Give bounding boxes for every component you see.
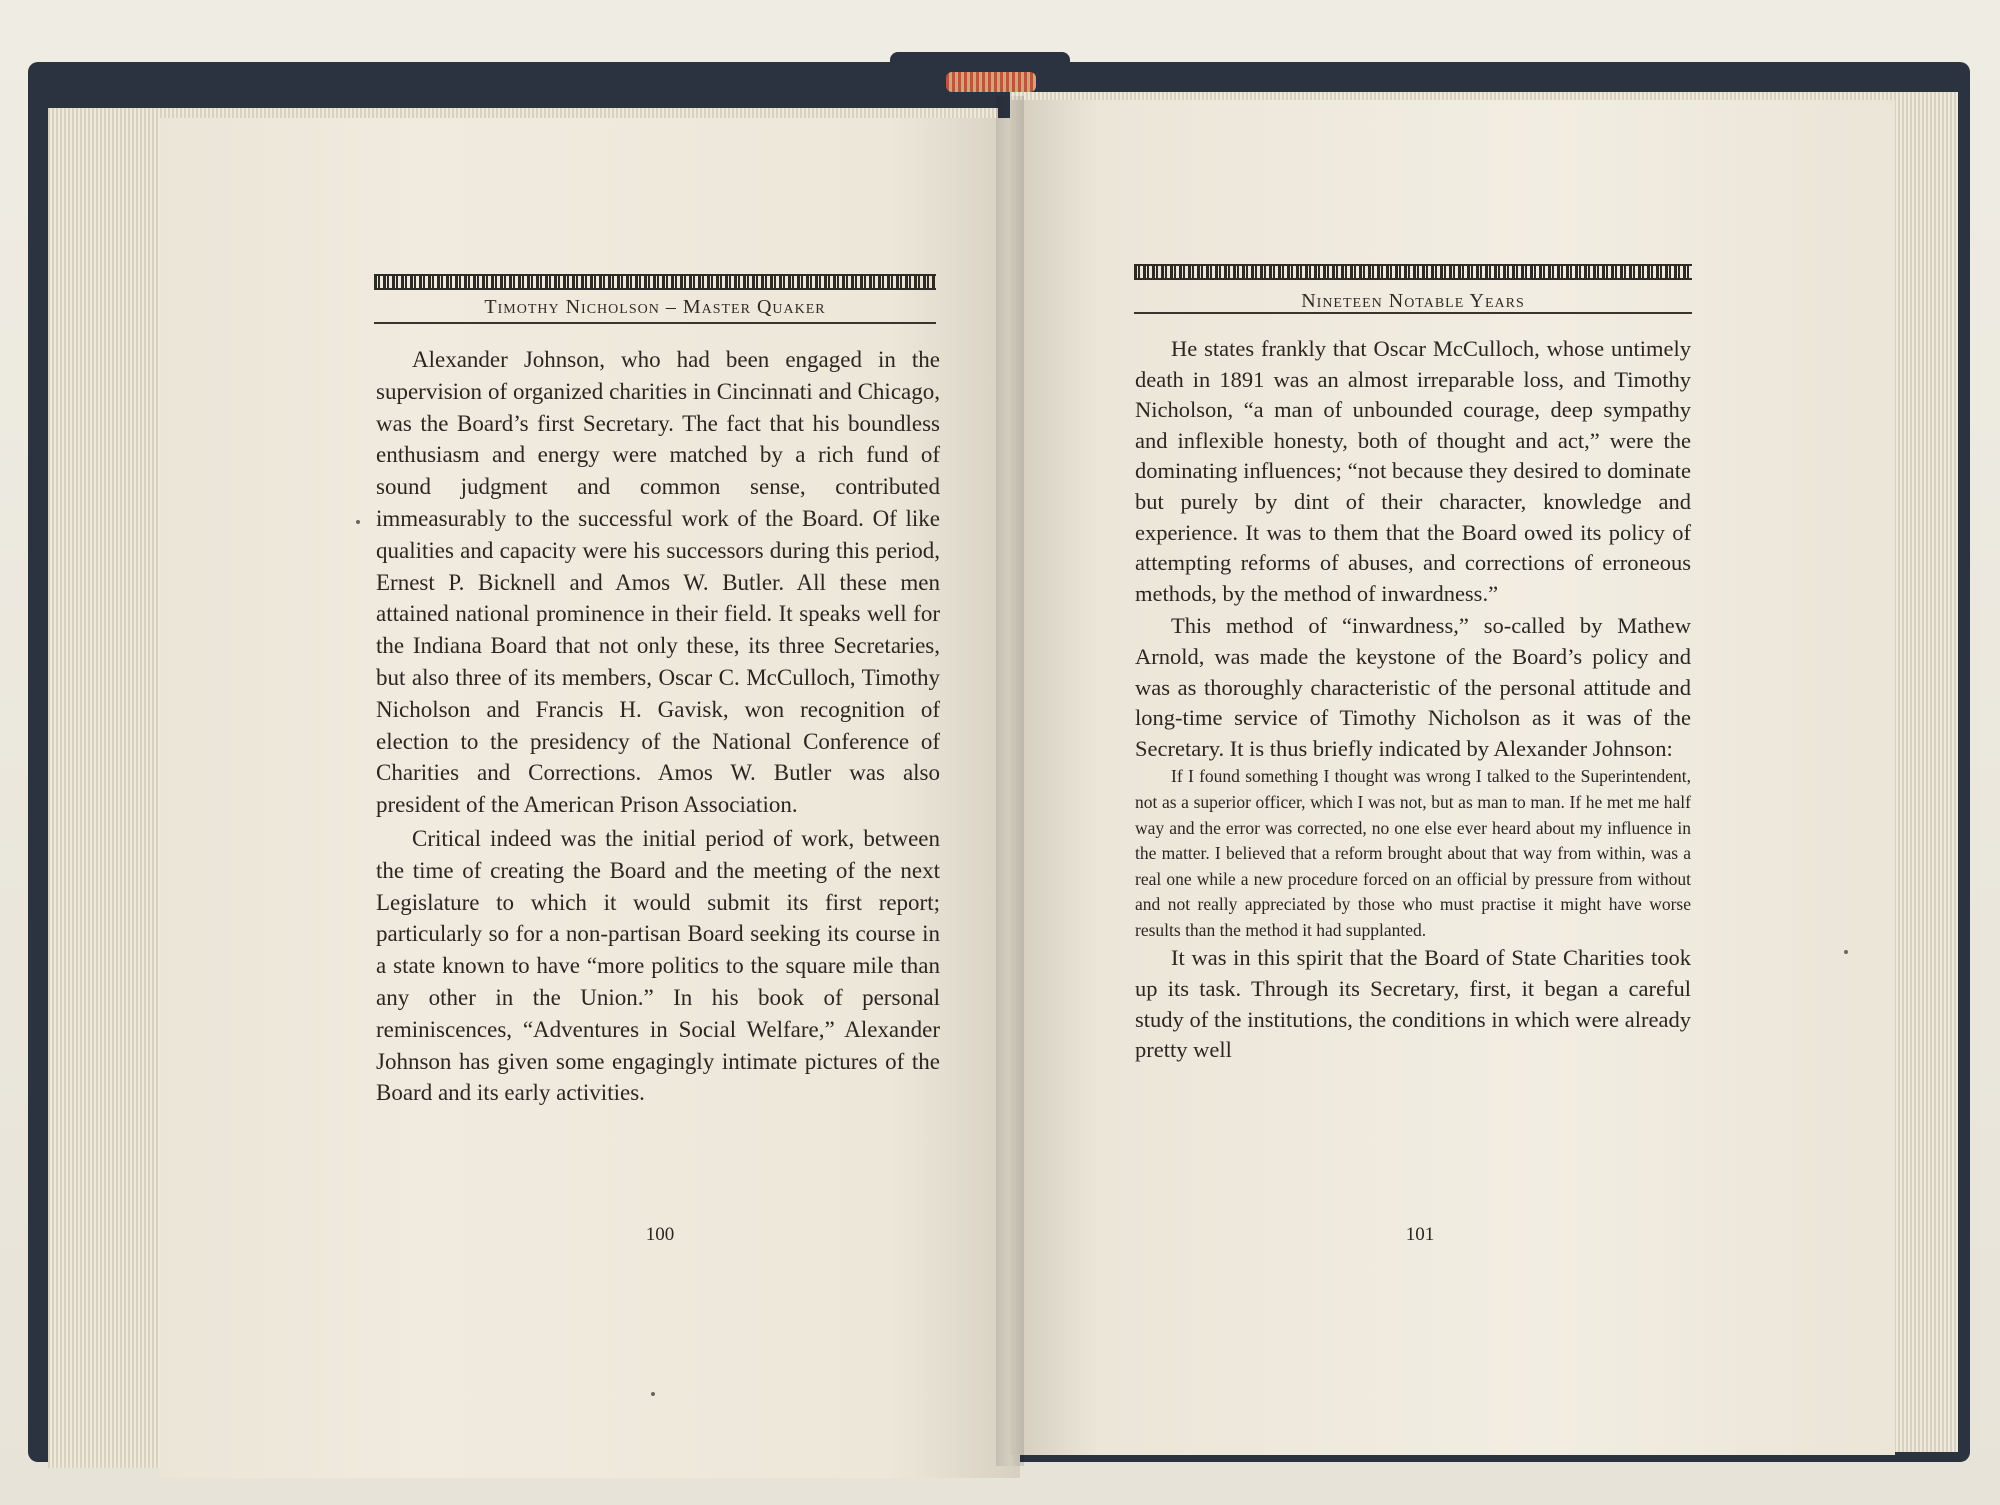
- right-paragraph-2: This method of “inwardness,” so-called by Mathew Arnold, was made the keystone of the Board’s policy and was as thoroughly characteristic of the personal attitude and long-time service of Timothy Nicholson as it was of the Secretary. It is thus briefly indicated by Alexander Johnson:: [1135, 613, 1691, 761]
- left-page-number: 100: [645, 1224, 675, 1245]
- paper-speck: [1844, 950, 1848, 954]
- right-running-head: Nineteen Notable Years: [1301, 290, 1525, 312]
- right-page-text: [1135, 334, 1691, 1066]
- right-page-number: 101: [1405, 1224, 1435, 1245]
- left-paragraph-1: Alexander Johnson, who had been engaged in the supervision of organized charities in Cincinnati and Chicago, was the Board’s first Secretary. The fact that his boundless enthusiasm and energy were matched by a rich fund of sound judgment and common sense, contributed immeasurably to the successful work of the Board. Of like qualities and capacity were his successors during this period, Ernest P. Bicknell and Amos W. Butler. All these men attained national prominence in their field. It speaks well for the Indiana Board that not only these, its three Secretaries, but also three of its members, Oscar C. McCulloch, Timothy Nicholson and Francis H. Gavisk, won recognition of election to the presidency of the National Conference of Charities and Corrections. Amos W. Butler was also president of the American Prison Association.: [376, 347, 940, 818]
- paper-speck: [651, 1392, 655, 1396]
- left-paragraph-2: Critical indeed was the initial period of work, between the time of creating the Board and the meeting of the next Legislature to which it would submit its first report; particularly so for a non-partisan Board seeking its course in a state known to have “more politics to the square mile than any other in the Union.” In his book of personal reminiscences, “Adventures in Social Welfare,” Alexander Johnson has given some engagingly intimate pictures of the Board and its early activities.: [376, 825, 940, 1106]
- headband: [946, 72, 1036, 92]
- left-page-text: [376, 344, 940, 1109]
- book-gutter: [996, 96, 1024, 1466]
- paper-speck: [356, 520, 360, 524]
- left-header-rule: [374, 322, 936, 324]
- right-paragraph-3: It was in this spirit that the Board of State Charities took up its task. Through its Secretary, first, it began a careful study of the institutions, the conditions in which were already pretty well: [1135, 945, 1691, 1063]
- right-header-ornament: [1134, 264, 1692, 280]
- right-header-rule: [1134, 312, 1692, 314]
- left-running-head: Timothy Nicholson – Master Quaker: [484, 296, 826, 318]
- left-header-ornament: [374, 274, 936, 290]
- right-paragraph-1: He states frankly that Oscar McCulloch, whose untimely death in 1891 was an almost irreparable loss, and Timothy Nicholson, “a man of unbounded courage, deep sympathy and inflexible honesty, both of thought and act,” were the dominating influences; “not because they desired to dominate but purely by dint of their character, knowledge and experience. It was to them that the Board owed its policy of attempting reforms of abuses, and corrections of erroneous methods, by the method of inwardness.”: [1135, 336, 1691, 606]
- block-quote: If I found something I thought was wrong I talked to the Superintendent, not as a superior officer, which I was not, but as man to man. If he met me half way and the error was corrected, no one else ever heard about my influence in the matter. I believed that a reform brought about that way from within, was a real one while a new procedure forced on an official by pressure from without and not really appreciated by those who must practise it might have worse results than the method it had supplanted.: [1135, 766, 1691, 940]
